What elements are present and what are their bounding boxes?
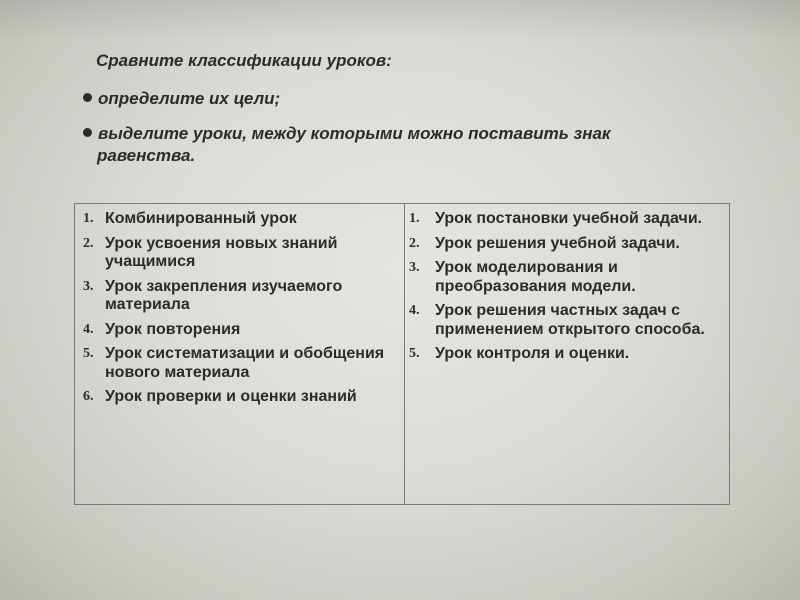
list-item <box>75 388 404 407</box>
item-number: 6. <box>83 389 94 404</box>
item-text: Урок проверки и оценки знаний <box>105 388 357 405</box>
list-item <box>75 345 404 382</box>
item-text: Урок решения частных задач с применением открытого способа. <box>435 302 705 338</box>
item-number: 5. <box>409 346 420 361</box>
item-text: Урок моделирования и преобразования модели. <box>435 259 636 295</box>
list-item <box>75 321 404 340</box>
instructions-title: Сравните классификации уроков: <box>96 51 392 70</box>
item-number: 1. <box>83 211 94 226</box>
bullet-text: выделите уроки, между которыми можно поставить знак <box>98 124 611 143</box>
item-text: Комбинированный урок <box>105 210 297 227</box>
item-number: 1. <box>409 211 420 226</box>
bullet-icon <box>83 128 92 137</box>
item-number: 5. <box>83 346 94 361</box>
list-item <box>405 302 729 339</box>
slide-background <box>0 0 800 40</box>
list-item <box>405 210 729 229</box>
list-item <box>405 345 729 364</box>
comparison-table <box>74 203 730 505</box>
list-item <box>75 235 404 272</box>
item-number: 2. <box>83 235 94 251</box>
list-item <box>405 259 729 296</box>
item-text: Урок повторения <box>105 320 241 338</box>
list-item <box>75 278 404 315</box>
bullet-icon <box>83 93 92 102</box>
item-text: Урок закрепления изучаемого материала <box>105 277 343 313</box>
item-number: 4. <box>409 303 420 318</box>
bullet-text: определите их цели; <box>98 89 281 108</box>
item-number: 2. <box>409 235 420 251</box>
list-item <box>75 210 404 229</box>
item-text: Урок решения учебной задачи. <box>435 234 680 252</box>
bullet-text-continuation: равенства. <box>97 146 196 165</box>
item-text: Урок постановки учебной задачи. <box>435 210 703 227</box>
item-number: 3. <box>409 260 420 275</box>
table-column-right <box>405 204 729 504</box>
item-text: Урок усвоения новых знаний учащимися <box>105 234 338 270</box>
item-text: Урок систематизации и обобщения нового материала <box>105 345 385 381</box>
list-item <box>405 235 729 254</box>
item-number: 3. <box>83 278 94 294</box>
item-text: Урок контроля и оценки. <box>435 345 630 362</box>
bullet-item-equal-lessons <box>83 124 611 144</box>
bullet-item-goals <box>83 89 280 109</box>
item-number: 4. <box>83 321 94 337</box>
table-column-left <box>75 204 405 504</box>
